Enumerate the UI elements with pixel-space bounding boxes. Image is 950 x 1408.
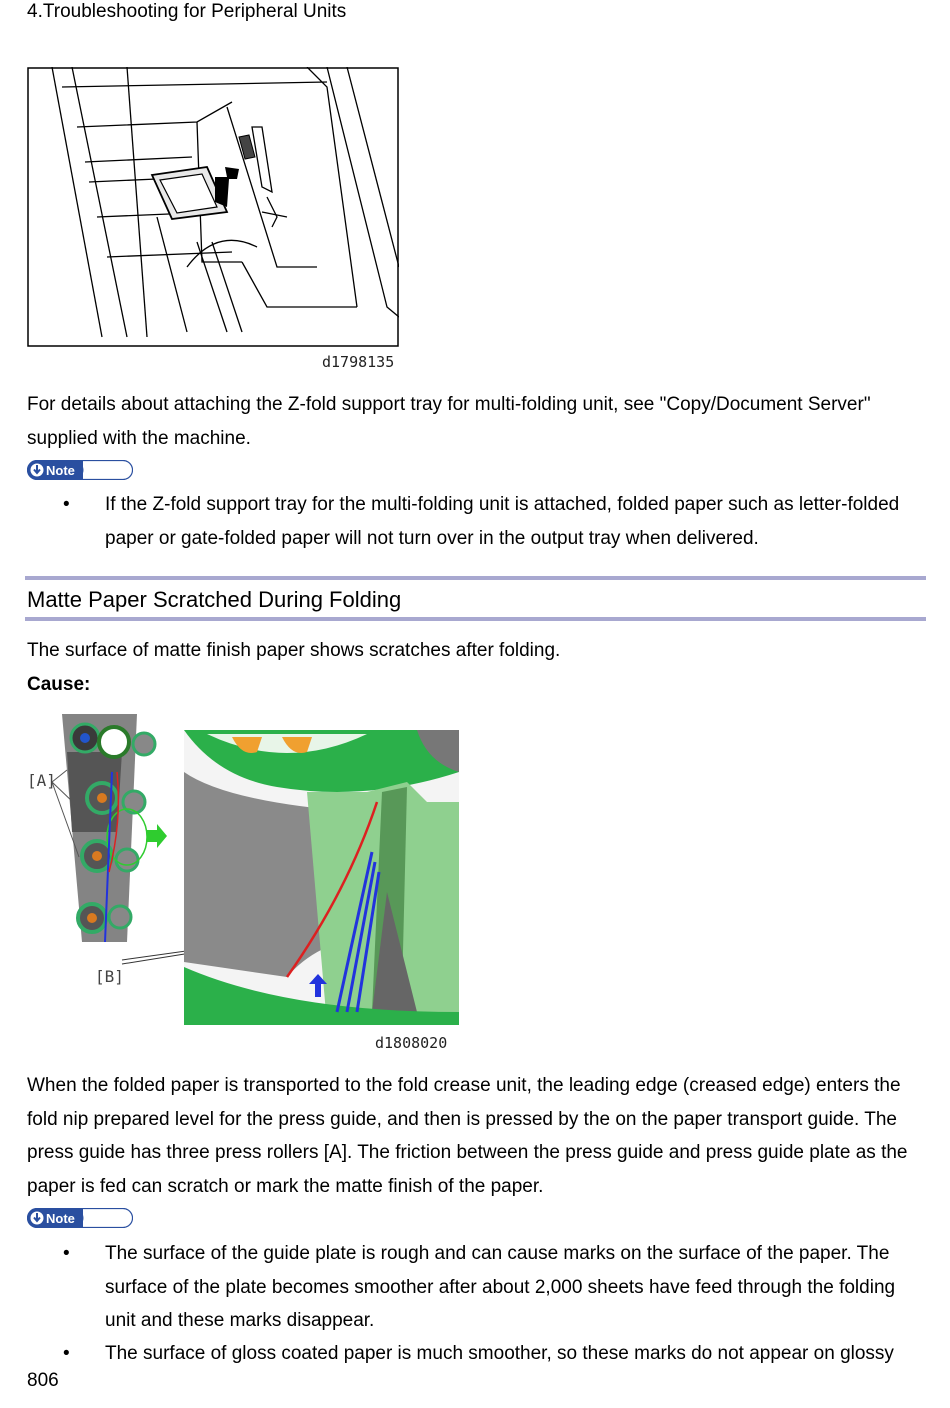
symptom-text: The surface of matte finish paper shows scratches after folding. [27,640,561,661]
list-item [27,1237,927,1338]
figure-press-guide [27,712,459,1027]
list-item [27,488,927,556]
page-header: 4.Troubleshooting for Peripheral Units [27,1,347,22]
section-rule-bottom [25,617,926,621]
figure-1-caption: d1798135 [322,353,395,371]
figure-z-fold-tray [27,67,399,347]
page-number: 806 [27,1370,59,1391]
label-b: [B] [95,967,124,986]
z-fold-tray-illustration [27,67,399,347]
bullet-icon: • [63,1243,70,1264]
bullet-icon: • [63,1343,70,1364]
note-icon [27,460,133,480]
note-icon [27,1208,133,1228]
note-2-bullet-text: The surface of the guide plate is rough and can cause marks on the surface of the paper. The surface of the plate becomes smoother after about 2,000 sheets have feed through the folding unit and these marks disappear. [105,1243,896,1331]
intro-paragraph: For details about attaching the Z-fold support tray for multi-folding unit, see "Copy/Document Server" supplied with the machine. [27,394,871,449]
note-badge [27,1208,133,1228]
section-rule-top [25,576,926,580]
bullet-icon: • [63,494,70,515]
cause-label: Cause: [27,674,91,695]
section-title: Matte Paper Scratched During Folding [27,587,402,612]
zoom-panel [184,730,459,1025]
press-guide-illustration [27,712,459,1027]
label-a: [A] [27,771,56,790]
list-item [27,1337,927,1371]
explanation-paragraph: When the folded paper is transported to the fold crease unit, the leading edge (creased edge) enters the fold nip prepared level for the press guide, and then is pressed by the on the paper transport guide. The press guide has three press rollers [A]. The friction between the press guide and press guide plate as the paper is fed can scratch or mark the matte finish of the paper. [27,1075,908,1197]
figure-2-caption: d1808020 [375,1034,448,1052]
note-1-bullet-text: If the Z-fold support tray for the multi-folding unit is attached, folded paper such as letter-folded paper or gate-folded paper will not turn over in the output tray when delivered. [105,494,900,549]
note-badge [27,460,133,480]
note-2-bullet-text: The surface of gloss coated paper is much smoother, so these marks do not appear on glossy [105,1343,894,1364]
note-label: Note [46,463,75,478]
note-label: Note [46,1211,75,1226]
